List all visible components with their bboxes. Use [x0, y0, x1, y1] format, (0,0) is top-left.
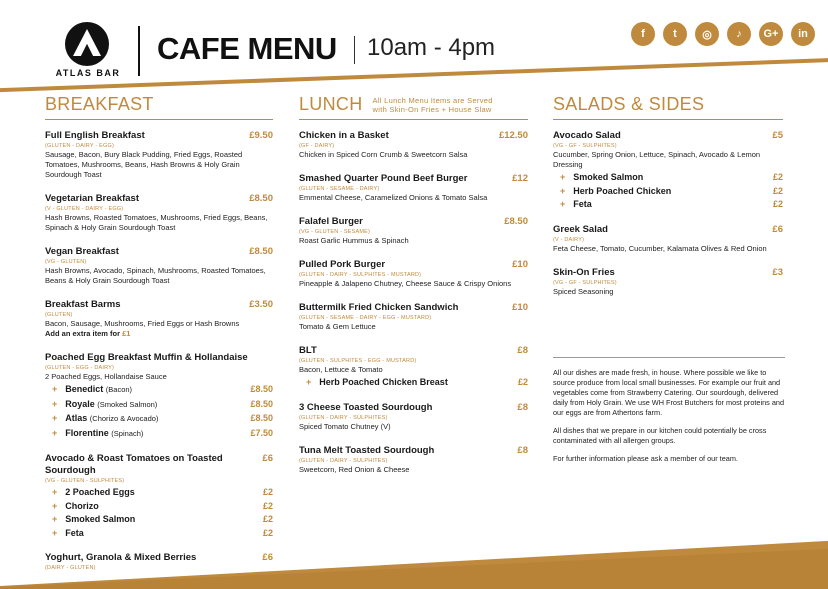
- plus-icon: +: [306, 377, 312, 387]
- allergen-info: (VG - GF - SULPHITES): [553, 279, 617, 286]
- option-label: Smoked Salmon: [573, 172, 644, 182]
- menu-option: [553, 171, 783, 184]
- allergen-info: (GLUTEN - SULPHITES - EGG - MUSTARD): [299, 358, 417, 364]
- instagram-icon[interactable]: ◎: [695, 22, 719, 46]
- plus-icon: +: [52, 384, 58, 394]
- menu-item-price: £6: [772, 223, 783, 235]
- option-name: [560, 185, 671, 198]
- linkedin-icon[interactable]: in: [791, 22, 815, 46]
- option-price: £2: [772, 185, 783, 196]
- menu-item: [553, 267, 783, 297]
- menu-item-row: [553, 224, 783, 236]
- option-label: Feta: [573, 199, 592, 209]
- menu-item-description: Sweetcorn, Red Onion & Cheese: [299, 464, 410, 474]
- allergen-info: (VG - GF - SULPHITES): [553, 143, 617, 149]
- info-paragraph-allergens: All dishes that we prepare in our kitchen could potentially be cross contaminated with all allergen groups.: [553, 426, 767, 445]
- sourcing-info: [553, 357, 785, 472]
- option-price: £2: [772, 172, 783, 182]
- menu-item-description: Hash Browns, Roasted Tomatoes, Mushrooms, Fried Eggs, Beans, Spinach & Holy Grain Sourdough Toast: [45, 213, 268, 232]
- menu-item: [299, 130, 528, 160]
- menu-item-row: [299, 173, 528, 185]
- menu-item: [553, 224, 783, 254]
- option-price: £8.50: [250, 398, 273, 409]
- menu-item-row: [553, 267, 783, 279]
- allergen-info: (VG - GLUTEN): [45, 259, 87, 265]
- extra-item-price: £1: [122, 329, 131, 338]
- tiktok-icon[interactable]: ♪: [727, 22, 751, 46]
- option-name: [52, 486, 135, 499]
- menu-item: [45, 246, 273, 286]
- option-price: £2: [772, 199, 783, 209]
- option-label: Atlas: [65, 413, 90, 423]
- option-detail: (Spinach): [111, 428, 144, 438]
- lunch-note: All Lunch Menu Items are Served with Skin-On Fries + House Slaw: [372, 96, 493, 114]
- menu-item-name: 3 Cheese Toasted Sourdough: [299, 401, 433, 413]
- menu-option: [553, 185, 783, 198]
- menu-item: [45, 552, 273, 572]
- option-price: £2: [517, 377, 528, 387]
- menu-item-row: [299, 130, 528, 142]
- menu-option: [45, 427, 273, 441]
- menu-option: [299, 376, 528, 389]
- allergen-info: (GLUTEN - DAIRY - SULPHITES): [299, 414, 388, 421]
- salads-title: SALADS & SIDES: [553, 94, 783, 120]
- allergen-info: (DAIRY - GLUTEN): [45, 565, 96, 571]
- google-plus-icon[interactable]: G+: [759, 22, 783, 46]
- menu-item-description: Chicken in Spiced Corn Crumb & Sweetcorn Salsa: [299, 150, 468, 159]
- plus-icon: +: [52, 500, 58, 511]
- menu-item: [45, 453, 273, 539]
- menu-item-row: [299, 445, 528, 457]
- menu-item-price: £8: [517, 401, 528, 413]
- twitter-icon[interactable]: t: [663, 22, 687, 46]
- menu-item: [45, 352, 273, 440]
- option-name: [52, 383, 132, 397]
- logo-mountain-icon: [65, 22, 109, 66]
- menu-item-price: £3: [772, 266, 783, 278]
- plus-icon: +: [52, 527, 58, 538]
- option-name: [52, 513, 135, 526]
- option-detail: (Bacon): [105, 385, 133, 394]
- menu-item-name: Tuna Melt Toasted Sourdough: [299, 444, 435, 456]
- menu-option: [45, 500, 273, 513]
- option-label: Smoked Salmon: [65, 514, 136, 524]
- menu-item-name: Buttermilk Fried Chicken Sandwich: [299, 302, 459, 313]
- option-label: Benedict: [65, 384, 106, 394]
- menu-item-description: 2 Poached Eggs, Hollandaise Sauce: [45, 372, 167, 381]
- menu-item: [45, 130, 273, 180]
- menu-item: [299, 173, 528, 203]
- menu-item-name: Avocado & Roast Tomatoes on Toasted Sourdough: [45, 453, 223, 476]
- menu-item-name: Smashed Quarter Pound Beef Burger: [299, 173, 468, 184]
- menu-item-price: £3.50: [249, 299, 273, 310]
- option-name: [560, 198, 592, 211]
- info-paragraph-sourcing: All our dishes are made fresh, in house. Where possible we like to source produce from local small businesses. For example our fruit and vegetables come from Strawberry Catering. Our sourdough, delivered daily from Holy Grain. We use WH Frost Butchers for most proteins and our eggs are from Athertons farm.: [553, 368, 785, 417]
- menu-item-name: Skin-On Fries: [553, 266, 615, 278]
- menu-item-price: £8: [517, 444, 528, 456]
- allergen-info: (VG - GLUTEN - SULPHITES): [45, 478, 125, 484]
- option-price: £2: [262, 527, 273, 538]
- menu-item: [299, 216, 528, 246]
- menu-item-name: Vegan Breakfast: [45, 246, 119, 257]
- menu-item-price: £8.50: [249, 193, 273, 204]
- menu-item-price: £6: [262, 552, 273, 563]
- menu-item-description: Tomato & Gem Lettuce: [299, 322, 376, 331]
- page-title: CAFE MENU: [157, 31, 337, 66]
- option-label: Royale: [65, 398, 98, 409]
- menu-item-description: Bacon, Sausage, Mushrooms, Fried Eggs or Hash Browns: [45, 319, 240, 328]
- menu-item: [45, 193, 273, 233]
- menu-item-row: [299, 259, 528, 271]
- menu-item-description: Sausage, Bacon, Bury Black Pudding, Fried Eggs, Roasted Tomatoes, Mushrooms, Beans, Hash Browns & Holy Grain Sourdough Toast: [45, 150, 243, 179]
- plus-icon: +: [52, 514, 58, 524]
- breakfast-title: BREAKFAST: [45, 94, 273, 120]
- allergen-info: (V - GLUTEN - DAIRY - EGG): [45, 206, 124, 212]
- option-name: [52, 527, 84, 540]
- logo-text: ATLAS BAR: [55, 68, 121, 78]
- menu-item-name: Pulled Pork Burger: [299, 259, 386, 270]
- menu-item-price: £8: [517, 345, 528, 356]
- option-detail: (Chorizo & Avocado): [89, 414, 159, 423]
- menu-item: [299, 345, 528, 389]
- menu-item-row: [45, 130, 273, 142]
- menu-item-description: Spiced Tomato Chutney (V): [299, 421, 391, 431]
- menu-option: [45, 412, 273, 426]
- lunch-section: [299, 94, 528, 475]
- menu-item-row: [45, 299, 273, 311]
- lunch-title: LUNCH: [299, 94, 363, 114]
- menu-item-name: Chicken in a Basket: [299, 130, 389, 141]
- plus-icon: +: [52, 413, 58, 423]
- plus-icon: +: [52, 398, 58, 409]
- plus-icon: +: [52, 427, 58, 438]
- allergen-info: (GLUTEN - DAIRY - SULPHITES - MUSTARD): [299, 272, 422, 278]
- allergen-info: (GLUTEN - EGG - DAIRY): [45, 365, 115, 371]
- plus-icon: +: [560, 172, 566, 182]
- menu-item-description: Emmental Cheese, Caramelized Onions & Tomato Salsa: [299, 193, 488, 202]
- allergen-info: (VG - GLUTEN - SESAME): [299, 229, 371, 235]
- menu-item-price: £8.50: [249, 246, 273, 257]
- menu-item-description: Feta Cheese, Tomato, Cucumber, Kalamata Olives & Red Onion: [553, 243, 767, 253]
- facebook-icon[interactable]: f: [631, 22, 655, 46]
- breakfast-section: [45, 94, 273, 572]
- menu-item-row: [45, 352, 273, 364]
- menu-item: [299, 259, 528, 289]
- info-paragraph-contact: For further information please ask a member of our team.: [553, 454, 738, 463]
- menu-option: [45, 513, 273, 526]
- allergen-info: (GLUTEN - DAIRY - EGG): [45, 143, 114, 149]
- option-label: Chorizo: [65, 500, 99, 511]
- menu-item-row: [45, 193, 273, 205]
- option-price: £7.50: [250, 427, 273, 438]
- menu-item: [553, 130, 783, 211]
- option-name: [52, 412, 158, 426]
- menu-option: [45, 527, 273, 540]
- option-detail: (Smoked Salmon): [97, 399, 158, 409]
- plus-icon: +: [52, 487, 58, 497]
- menu-item-description: Roast Garlic Hummus & Spinach: [299, 236, 409, 245]
- option-price: £2: [262, 500, 273, 511]
- option-price: £8.50: [250, 413, 273, 423]
- menu-item-description: Cucumber, Spring Onion, Lettuce, Spinach, Avocado & Lemon Dressing: [553, 150, 761, 169]
- menu-item-price: £5: [772, 130, 783, 141]
- menu-item: [45, 299, 273, 339]
- menu-item-description: Bacon, Lettuce & Tomato: [299, 365, 383, 374]
- menu-item-price: £10: [512, 259, 528, 270]
- option-label: Feta: [65, 527, 84, 538]
- menu-option: [45, 486, 273, 499]
- header-divider: [138, 26, 140, 76]
- menu-item-name: Full English Breakfast: [45, 130, 145, 141]
- allergen-info: (GLUTEN - DAIRY - SULPHITES): [299, 457, 388, 464]
- menu-item-price: £8.50: [504, 216, 528, 227]
- menu-item-row: [299, 216, 528, 228]
- option-label: Herb Poached Chicken: [573, 185, 672, 196]
- menu-item-name: Poached Egg Breakfast Muffin & Hollandaise: [45, 352, 248, 363]
- option-name: [560, 171, 643, 184]
- menu-item-price: £12: [512, 173, 528, 184]
- option-name: [52, 427, 143, 441]
- menu-item-name: Falafel Burger: [299, 216, 363, 227]
- menu-item-price: £6: [262, 453, 273, 464]
- plus-icon: +: [560, 199, 566, 209]
- social-links: [631, 22, 815, 46]
- menu-item-name: Avocado Salad: [553, 130, 621, 141]
- menu-item-description: Pineapple & Jalapeno Chutney, Cheese Sauce & Crispy Onions: [299, 279, 512, 288]
- menu-item-name: BLT: [299, 345, 317, 356]
- allergen-info: (GLUTEN - SESAME - DAIRY): [299, 186, 380, 192]
- option-name: [306, 376, 448, 389]
- plus-icon: +: [560, 185, 566, 196]
- option-price: £2: [262, 487, 273, 497]
- allergen-info: (GLUTEN - SESAME - DAIRY - EGG - MUSTARD): [299, 315, 432, 321]
- menu-item-price: £12.50: [498, 130, 528, 141]
- menu-item-name: Vegetarian Breakfast: [45, 193, 139, 204]
- menu-item-price: £9.50: [249, 130, 273, 141]
- option-price: £2: [262, 514, 273, 524]
- extra-item-label: Add an extra item for: [45, 329, 123, 338]
- menu-item-row: [553, 130, 783, 142]
- menu-item-row: [45, 246, 273, 258]
- option-name: [52, 398, 157, 412]
- menu-item-name: Yoghurt, Granola & Mixed Berries: [45, 552, 197, 563]
- menu-option: [45, 383, 273, 397]
- menu-item-description: Spiced Seasoning: [553, 286, 614, 296]
- option-label: Herb Poached Chicken Breast: [319, 377, 448, 387]
- menu-item-row: [45, 552, 273, 564]
- menu-item: [299, 302, 528, 332]
- menu-item-price: £10: [512, 302, 528, 313]
- opening-hours: 10am - 4pm: [367, 34, 496, 61]
- menu-item: [299, 402, 528, 432]
- allergen-info: (V - DAIRY): [553, 236, 585, 243]
- menu-item-row: [45, 453, 273, 477]
- menu-item-row: [299, 402, 528, 414]
- option-price: £8.50: [250, 384, 273, 394]
- option-label: Florentine: [65, 427, 112, 438]
- menu-option: [553, 198, 783, 211]
- allergen-info: (GLUTEN): [45, 312, 73, 318]
- title-separator: [354, 36, 355, 64]
- option-label: 2 Poached Eggs: [65, 487, 135, 497]
- menu-item-row: [299, 345, 528, 357]
- menu-item-name: Greek Salad: [553, 223, 608, 235]
- menu-option: [45, 398, 273, 412]
- salads-section: [553, 94, 783, 297]
- menu-item: [299, 445, 528, 475]
- option-name: [52, 500, 99, 513]
- atlas-bar-logo: [48, 22, 128, 80]
- menu-item-name: Breakfast Barms: [45, 299, 121, 310]
- extra-item-note: [45, 329, 273, 339]
- lunch-title-row: [299, 94, 528, 120]
- menu-item-row: [299, 302, 528, 314]
- menu-item-description: Hash Browns, Avocado, Spinach, Mushrooms, Roasted Tomatoes, Beans & Holy Grain Sourdough Toast: [45, 266, 266, 285]
- allergen-info: (GF - DAIRY): [299, 143, 335, 149]
